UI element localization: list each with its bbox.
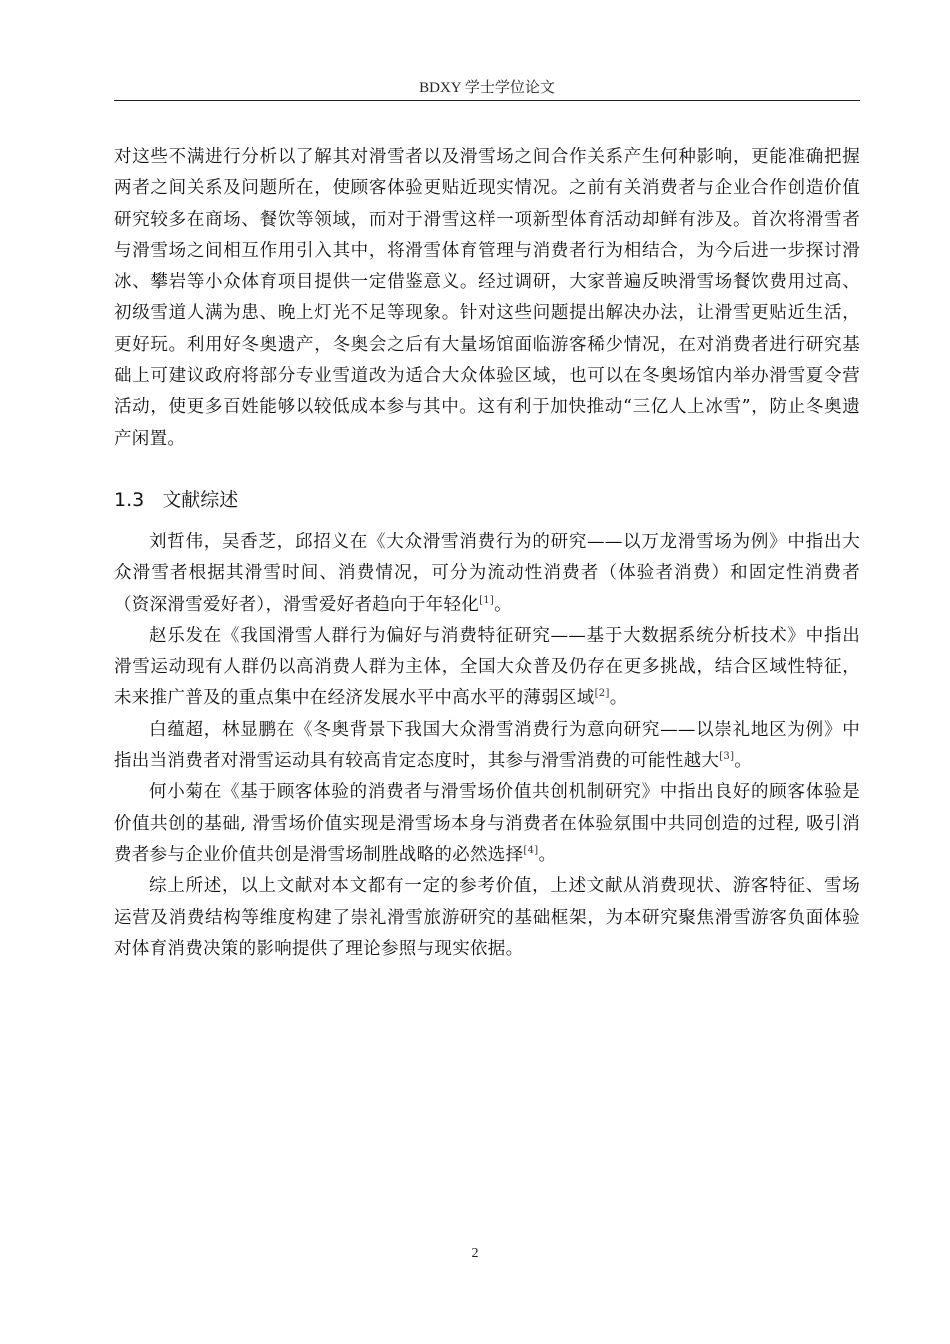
paragraph-text: 刘哲伟，吴香芝，邱招义在《大众滑雪消费行为的研究——以万龙滑雪场为例》中指出大众滑雪者根据其滑雪时间、消费情况，可分为流动性消费者（体验者消费）和固定性消费者（资深滑雪爱好者），滑雪爱好者趋向于年轻化 bbox=[114, 531, 860, 615]
page-number: 2 bbox=[471, 1246, 479, 1261]
section-title: 文献综述 bbox=[162, 488, 239, 511]
literature-paragraph bbox=[114, 871, 860, 965]
paragraph-text: 何小菊在《基于顾客体验的消费者与滑雪场价值共创机制研究》中指出良好的顾客体验是价值共创的基础, 滑雪场价值实现是滑雪场本身与消费者在体验氛围中共同创造的过程, 吸引消费者参与企业价值共创是滑雪场制胜战略的必然选择 bbox=[114, 782, 860, 865]
paragraph-text: 综上所述，以上文献对本文都有一定的参考价值，上述文献从消费现状、游客特征、雪场运营及消费结构等维度构建了崇礼滑雪旅游研究的基础框架，为本研究聚焦滑雪游客负面体验对体育消费决策的影响提供了理论参照与现实依据。 bbox=[114, 876, 860, 959]
running-header: BDXY 学士学位论文 bbox=[419, 80, 555, 96]
citation-ref: [4] bbox=[523, 845, 539, 857]
literature-paragraph bbox=[114, 777, 860, 871]
paragraph-tail: 。 bbox=[609, 688, 628, 709]
paragraph-tail: 。 bbox=[494, 594, 512, 615]
citation-ref: [2] bbox=[594, 688, 610, 700]
paragraph-tail: 。 bbox=[734, 751, 753, 772]
literature-paragraph bbox=[114, 715, 860, 778]
page-body bbox=[114, 142, 860, 965]
citation-ref: [1] bbox=[479, 594, 495, 606]
citation-ref: [3] bbox=[719, 751, 735, 763]
section-number: 1.3 bbox=[114, 488, 145, 511]
paragraph-text: 赵乐发在《我国滑雪人群行为偏好与消费特征研究——基于大数据系统分析技术》中指出滑雪运动现有人群仍以高消费人群为主体，全国大众普及仍存在更多挑战，结合区域性特征，未来推广普及的重点集中在经济发展水平中高水平的薄弱区域 bbox=[114, 625, 860, 709]
header-divider bbox=[114, 100, 860, 101]
literature-paragraph bbox=[114, 621, 860, 715]
section-heading bbox=[114, 485, 860, 515]
paragraph-text: 白蕴超，林显鹏在《冬奥背景下我国大众滑雪消费行为意向研究——以崇礼地区为例》中指出当消费者对滑雪运动具有较高肯定态度时，其参与滑雪消费的可能性越大 bbox=[114, 719, 860, 772]
literature-paragraph bbox=[114, 527, 860, 621]
body-paragraph: 对这些不满进行分析以了解其对滑雪者以及滑雪场之间合作关系产生何种影响，更能准确把握两者之间关系及问题所在，使顾客体验更贴近现实情况。之前有关消费者与企业合作创造价值研究较多在商场、餐饮等领域，而对于滑雪这样一项新型体育活动却鲜有涉及。首次将滑雪者与滑雪场之间相互作用引入其中，将滑雪体育管理与消费者行为相结合，为今后进一步探讨滑冰、攀岩等小众体育项目提供一定借鉴意义。经过调研，大家普遍反映滑雪场餐饮费用过高、初级雪道人满为患、晚上灯光不足等现象。针对这些问题提出解决办法，让滑雪更贴近生活，更好玩。利用好冬奥遗产，冬奥会之后有大量场馆面临游客稀少情况，在对消费者进行研究基础上可建议政府将部分专业雪道改为适合大众体验区域，也可以在冬奥场馆内举办滑雪夏令营活动，使更多百姓能够以较低成本参与其中。这有利于加快推动“三亿人上冰雪”，防止冬奥遗产闲置。 bbox=[114, 147, 860, 449]
paragraph-tail: 。 bbox=[538, 844, 557, 865]
